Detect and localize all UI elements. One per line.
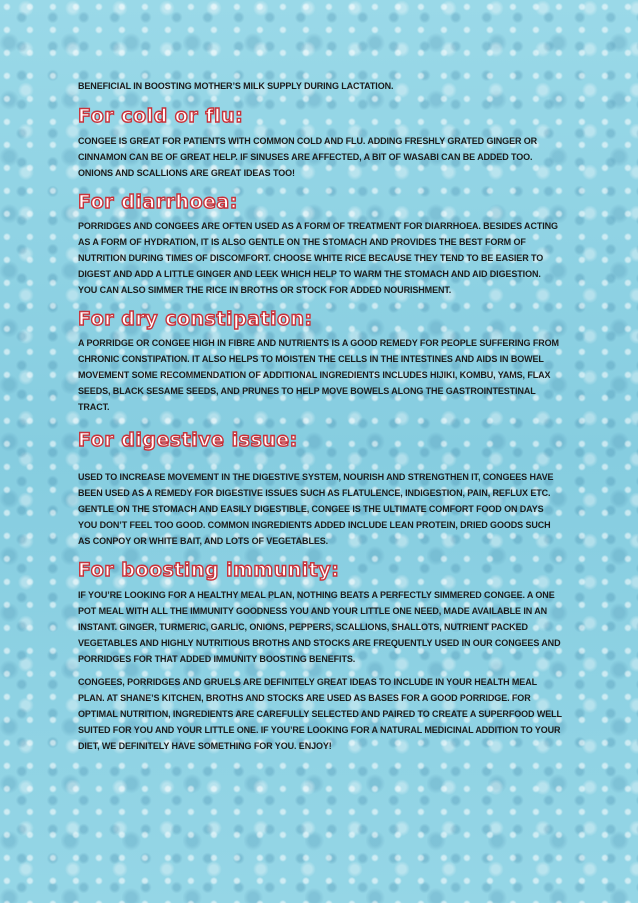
heading-cold-or-flu: For cold or flu: <box>78 105 244 127</box>
paragraph-dry-constipation: A PORRIDGE OR CONGEE HIGH IN FIBRE AND NUTRIENTS IS A GOOD REMEDY FOR PEOPLE SUFFERING FROM CHRONIC CONSTIPATION. IT ALSO HELPS TO MOISTEN THE CELLS IN THE INTESTINES AND AIDS IN BOWEL MOVEMENT SOME RECOMMENDATION OF ADDITIONAL INGREDIENTS INCLUDES HIJIKI, KOMBU, YAMS, FLAX SEEDS, BLACK SESAME SEEDS, AND PRUNES TO HELP MOVE BOWELS ALONG THE GASTROINTESTINAL TRACT. <box>78 338 559 412</box>
paragraph-boosting-immunity: IF YOU’RE LOOKING FOR A HEALTHY MEAL PLAN, NOTHING BEATS A PERFECTLY SIMMERED CONGEE. A ONE POT MEAL WITH ALL THE IMMUNITY GOODNESS YOU AND YOUR LITTLE ONE NEED, MADE AVAILABLE IN AN INSTANT. GINGER, TURMERIC, GARLIC, ONIONS, PEPPERS, SCALLIONS, SHALLOTS, NUTRIENT PACKED VEGETABLES AND HIGHLY NUTRITIOUS BROTHS AND STOCKS ARE FREQUENTLY USED IN OUR CONGEES AND PORRIDGES FOR THAT ADDED IMMUNITY BOOSTING BENEFITS. <box>78 590 561 664</box>
paragraph-diarrhoea: PORRIDGES AND CONGEES ARE OFTEN USED AS A FORM OF TREATMENT FOR DIARRHOEA. BESIDES ACTING AS A FORM OF HYDRATION, IT IS ALSO GENTLE ON THE STOMACH AND PROVIDES THE BEST FORM OF NUTRITION DURING TIMES OF DISCOMFORT. CHOOSE WHITE RICE BECAUSE THEY TEND TO BE EASIER TO DIGEST AND ADD A LITTLE GINGER AND LEEK WHICH HELP TO WARM THE STOMACH AND AID DIGESTION. YOU CAN ALSO SIMMER THE RICE IN BROTHS OR STOCK FOR ADDED NOURISHMENT. <box>78 221 558 295</box>
paragraph-closing: CONGEES, PORRIDGES AND GRUELS ARE DEFINITELY GREAT IDEAS TO INCLUDE IN YOUR HEALTH MEAL PLAN. AT SHANE’S KITCHEN, BROTHS AND STOCKS ARE USED AS BASES FOR A GOOD PORRIDGE. FOR OPTIMAL NUTRITION, INGREDIENTS ARE CAREFULLY SELECTED AND PAIRED TO CREATE A SUPERFOOD WELL SUITED FOR YOU AND YOUR LITTLE ONE. IF YOU’RE LOOKING FOR A NATURAL MEDICINAL ADDITION TO YOUR DIET, WE DEFINITELY HAVE SOMETHING FOR YOU. ENJOY! <box>78 677 562 751</box>
intro-paragraph: BENEFICIAL IN BOOSTING MOTHER’S MILK SUPPLY DURING LACTATION. <box>78 81 394 91</box>
heading-boosting-immunity: For boosting immunity: <box>78 559 340 581</box>
heading-dry-constipation: For dry constipation: <box>78 308 313 330</box>
paragraph-cold-or-flu: CONGEE IS GREAT FOR PATIENTS WITH COMMON COLD AND FLU. ADDING FRESHLY GRATED GINGER OR CINNAMON CAN BE OF GREAT HELP. IF SINUSES ARE AFFECTED, A BIT OF WASABI CAN BE ADDED TOO. ONIONS AND SCALLIONS ARE GREAT IDEAS TOO! <box>78 136 538 178</box>
document-page <box>78 78 562 754</box>
paragraph-digestive-issue: USED TO INCREASE MOVEMENT IN THE DIGESTIVE SYSTEM, NOURISH AND STRENGTHEN IT, CONGEES HAVE BEEN USED AS A REMEDY FOR DIGESTIVE ISSUES SUCH AS FLATULENCE, INDIGESTION, PAIN, REFLUX ETC. GENTLE ON THE STOMACH AND EASILY DIGESTIBLE, CONGEE IS THE ULTIMATE COMFORT FOOD ON DAYS YOU DON’T FEEL TOO GOOD. COMMON INGREDIENTS ADDED INCLUDE LEAN PROTEIN, DRIED GOODS SUCH AS CONPOY OR WHITE BAIT, AND LOTS OF VEGETABLES. <box>78 472 554 546</box>
heading-digestive-issue: For digestive issue: <box>78 429 298 451</box>
heading-diarrhoea: For diarrhoea: <box>78 191 238 213</box>
